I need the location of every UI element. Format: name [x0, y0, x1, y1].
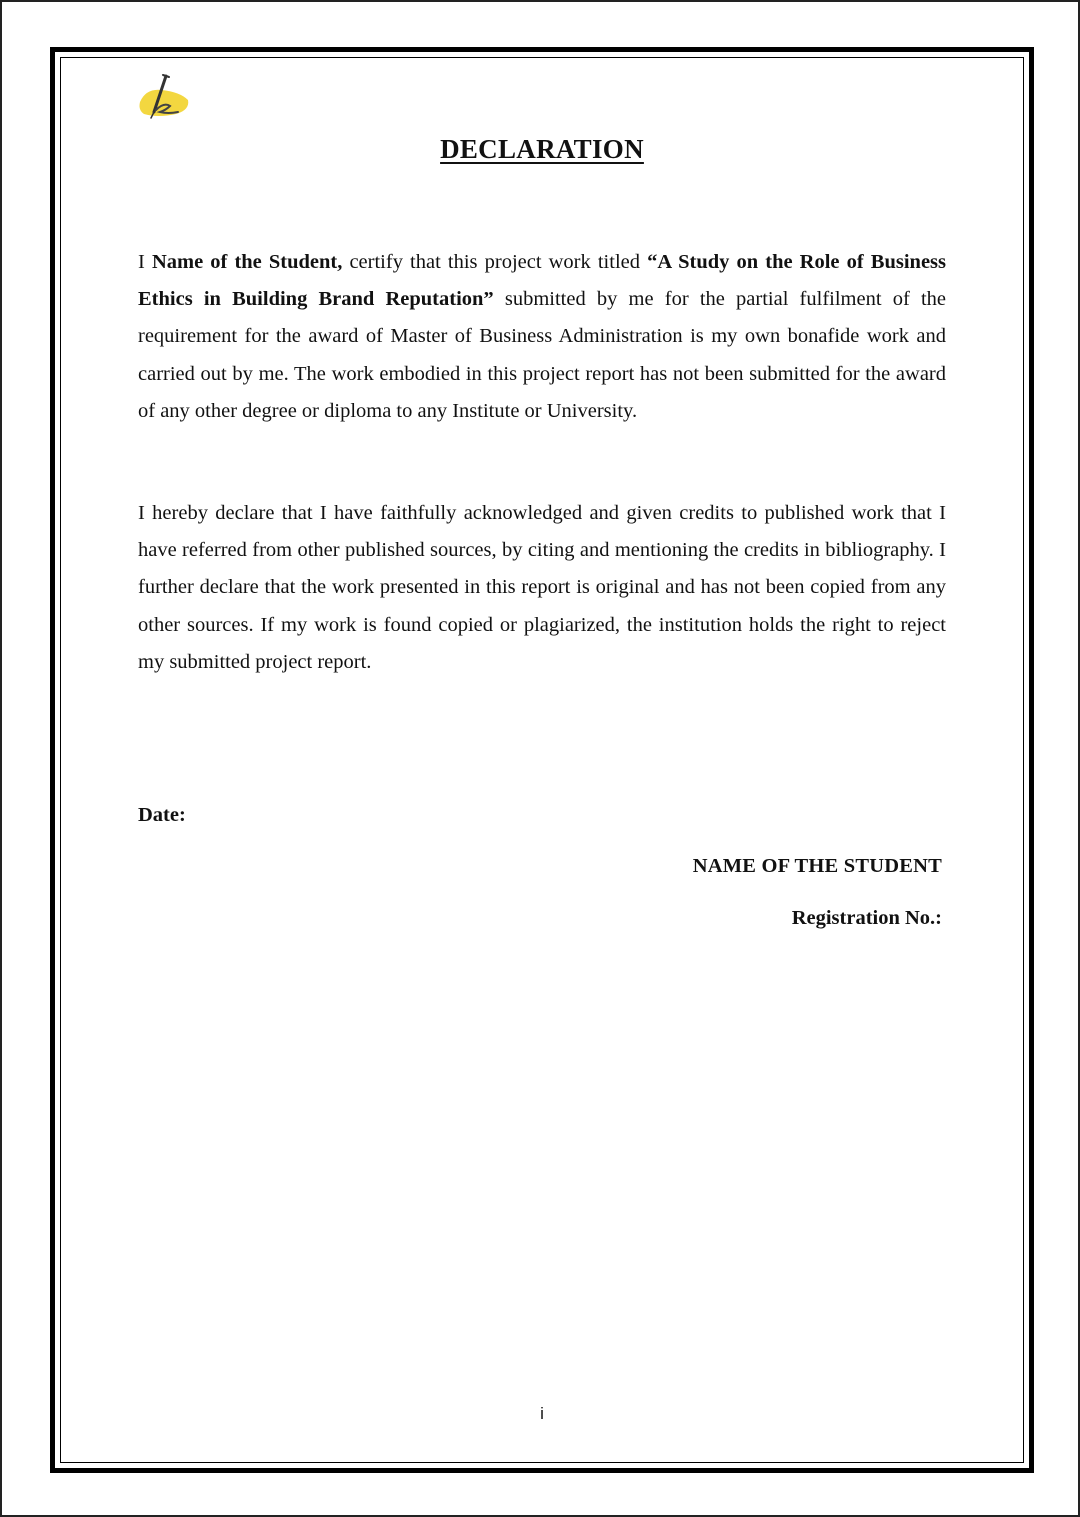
paragraph-1-rest: submitted by me for the partial fulfilment of the requirement for the award of Master of Business Administration is my own bonafide work and carried out by me. The work embodied in this project report has not been submitted for the award of any other degree or diploma to any Institute or University.	[138, 288, 946, 422]
signature-name: NAME OF THE STUDENT	[692, 855, 942, 877]
project-title: “A Study on the Role of Business Ethics in Building Brand Reputation”	[138, 251, 947, 311]
declaration-paragraph-1	[138, 244, 946, 430]
page-title: DECLARATION	[440, 134, 644, 164]
intro-text: I	[138, 251, 152, 273]
declaration-paragraph-2: I hereby declare that I have faithfully acknowledged and given credits to published work that I have referred from other published sources, by citing and mentioning the credits in bibliography. I further declare that the work presented in this report is original and has not been copied from any other sources. If my work is found copied or plagiarized, the institution holds the right to reject my submitted project report.	[138, 502, 946, 673]
student-name-inline: Name of the Student,	[151, 251, 343, 273]
certify-text: certify that this project work titled	[342, 251, 648, 273]
date-label: Date:	[138, 804, 186, 826]
page-number: i	[540, 1404, 544, 1423]
pen-writing-icon	[136, 72, 192, 122]
registration-label: Registration No.:	[791, 907, 942, 929]
